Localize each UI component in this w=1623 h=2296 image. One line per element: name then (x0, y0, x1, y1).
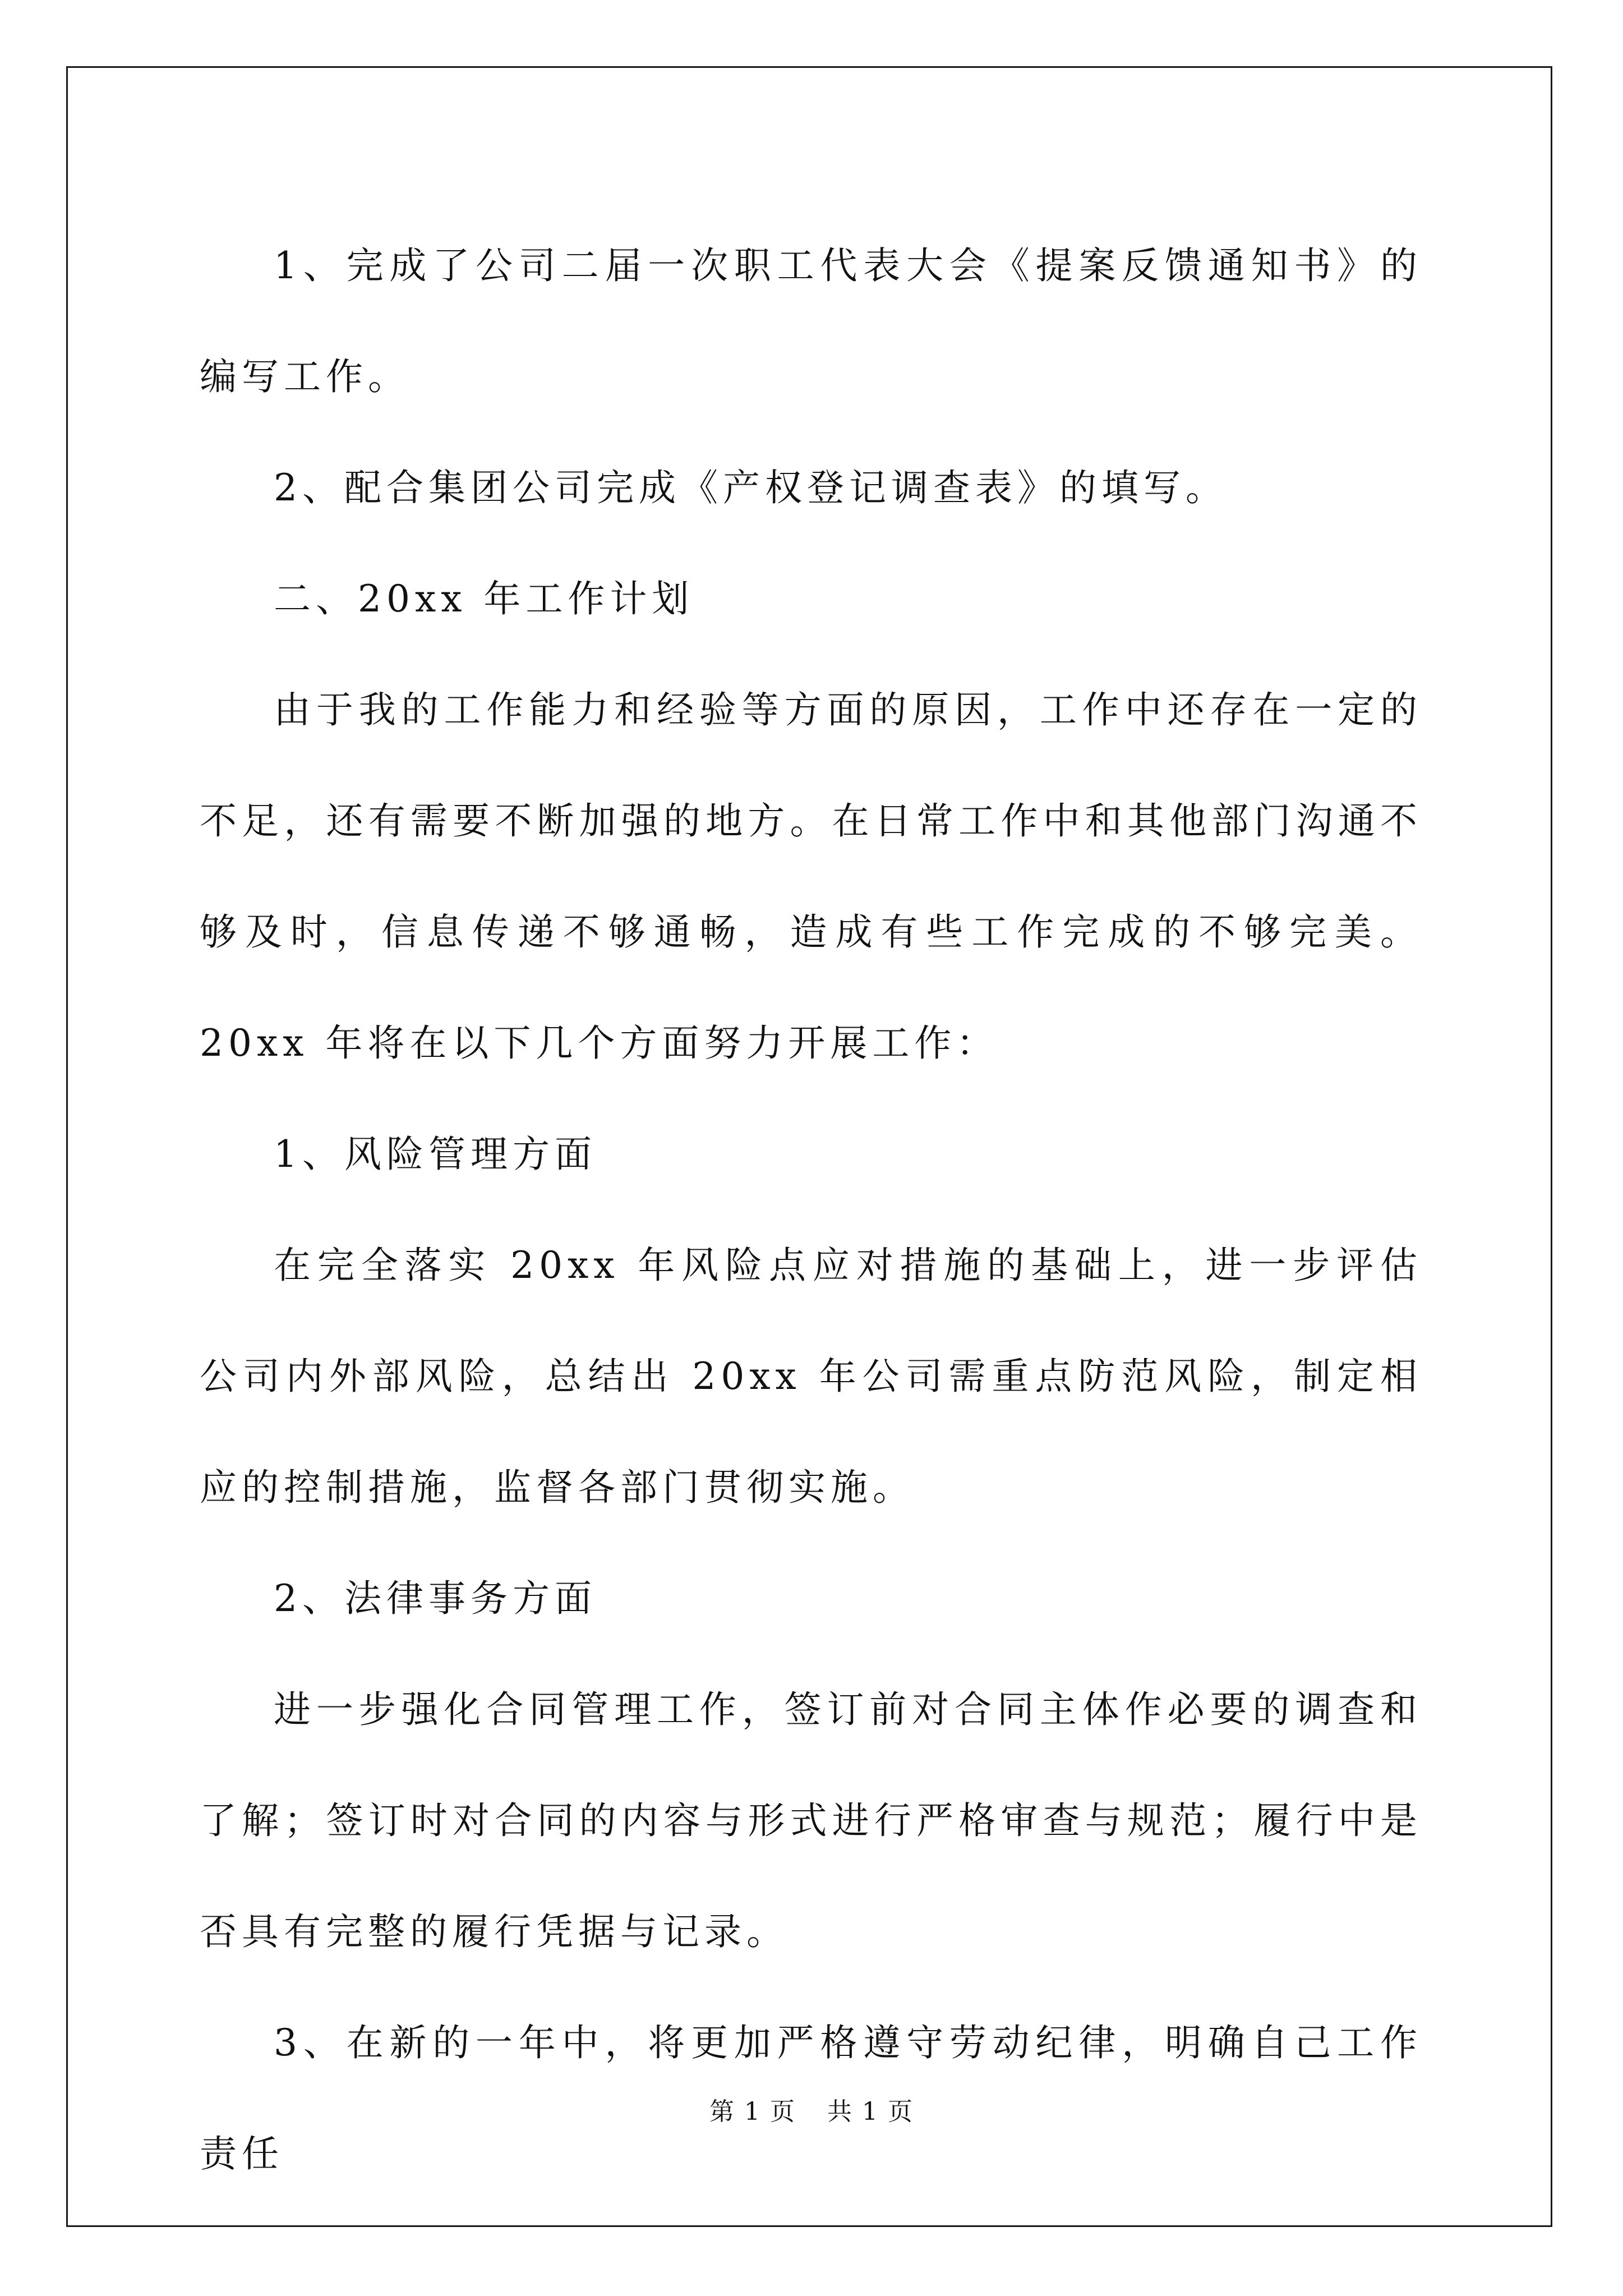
paragraph: 1、完成了公司二届一次职工代表大会《提案反馈通知书》的编写工作。 (200, 244, 1422, 398)
document-body (200, 210, 1422, 2210)
page-footer (0, 2095, 1623, 2129)
paragraph: 3、在新的一年中，将更加严格遵守劳动纪律，明确自己工作责任 (200, 2021, 1422, 2175)
paragraph: 进一步强化合同管理工作，签订前对合同主体作必要的调查和了解；签订时对合同的内容与形式进行严格审查与规范；履行中是否具有完整的履行凭据与记录。 (200, 1688, 1422, 1953)
subsection-heading: 2、法律事务方面 (274, 1577, 597, 1620)
page-number: 第 1 页 (709, 2097, 796, 2126)
subsection-heading: 1、风险管理方面 (274, 1133, 597, 1176)
section-heading: 二、20xx 年工作计划 (274, 577, 694, 620)
paragraph: 2、配合集团公司完成《产权登记调查表》的填写。 (274, 466, 1228, 509)
paragraph: 在完全落实 20xx 年风险点应对措施的基础上，进一步评估公司内外部风险，总结出 20xx 年公司需重点防范风险，制定相应的控制措施，监督各部门贯彻实施。 (200, 1244, 1422, 1509)
page-total: 共 1 页 (827, 2097, 914, 2126)
paragraph: 由于我的工作能力和经验等方面的原因，工作中还存在一定的不足，还有需要不断加强的地方。在日常工作中和其他部门沟通不够及时，信息传递不够通畅，造成有些工作完成的不够完美。20xx 年将在以下几个方面努力开展工作： (200, 688, 1422, 1065)
